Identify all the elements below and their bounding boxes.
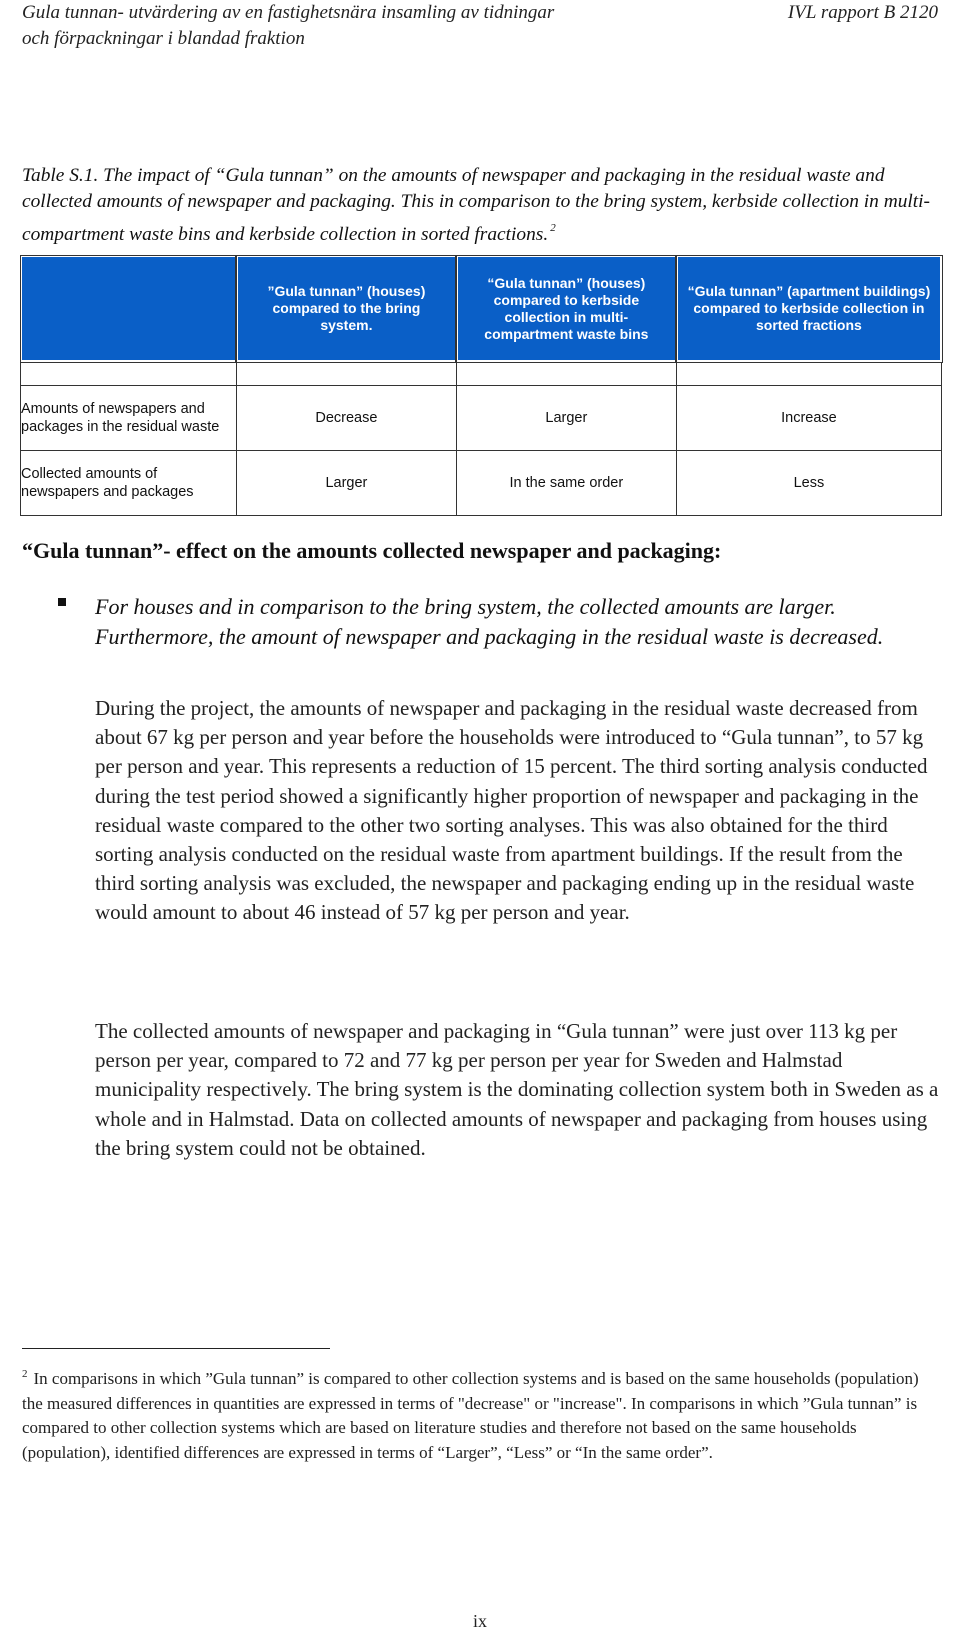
table-cell: Larger	[236, 451, 456, 516]
body-paragraph-1: During the project, the amounts of newspaper and packaging in the residual waste decreased from about 67 kg per person and year before the households were introduced to “Gula tunnan”, to 57 kg per person and year. This represents a reduction of 15 percent. The third sorting analysis conducted during the test period showed a significantly higher proportion of newspaper and packaging in the residual waste compared to the other two sorting analyses. This was also obtained for the third sorting analysis conducted on the residual waste from apartment buildings. If the result from the third sorting analysis was excluded, the newspaper and packaging ending up in the residual waste would amount to about 46 instead of 57 kg per person and year.	[95, 696, 928, 925]
table-cell: Decrease	[236, 386, 456, 451]
running-title-line1: Gula tunnan- utvärdering av en fastighetsnära insamling av tidningar	[22, 2, 555, 23]
footnote-number: 2	[22, 1368, 28, 1380]
table-header-empty	[21, 256, 237, 362]
spacer-cell	[676, 362, 941, 386]
spacer-cell	[236, 362, 456, 386]
bullet-text: For houses and in comparison to the bring system, the collected amounts are larger. Furthermore, the amount of newspaper and packaging in the residual waste is decreased.	[95, 594, 884, 649]
running-title	[22, 0, 554, 52]
footnote	[22, 1362, 937, 1465]
table-header-multi-compartment: “Gula tunnan” (houses) compared to kerbside collection in multi-compartment waste bins	[456, 256, 676, 362]
table-header-bring-system: ”Gula tunnan” (houses) compared to the bring system.	[236, 256, 456, 362]
table-spacer-row	[21, 362, 942, 386]
table-caption-text: Table S.1. The impact of “Gula tunnan” on the amounts of newspaper and packaging in the residual waste and collected amounts of newspaper and packaging. This in comparison to the bring system, kerbside collection in multi-compartment waste bins and kerbside collection in sorted fractions.	[22, 165, 931, 245]
footnote-reference: 2	[550, 222, 556, 234]
running-title-line2: och förpackningar i blandad fraktion	[22, 28, 305, 49]
page-number: ix	[472, 1611, 487, 1631]
footnote-divider	[22, 1348, 330, 1349]
table-cell: Less	[676, 451, 941, 516]
table-cell: In the same order	[456, 451, 676, 516]
table-caption	[22, 163, 942, 248]
body-paragraph-2: The collected amounts of newspaper and packaging in “Gula tunnan” were just over 113 kg per person per year, compared to 72 and 77 kg per person per year for Sweden and Halmstad municipality respectively. The bring system is the dominating collection system both in Sweden as a whole and in Halmstad. Data on collected amounts of newspaper and packaging from houses using the bring system could not be obtained.	[95, 1019, 939, 1160]
table-header-row	[21, 256, 942, 362]
row-label-text: Collected amounts of newspapers and packages	[21, 466, 194, 500]
row-label-collected-amounts	[21, 451, 237, 516]
table-row	[21, 451, 942, 516]
table-cell: Larger	[456, 386, 676, 451]
table-cell: Increase	[676, 386, 941, 451]
square-bullet-icon	[58, 598, 66, 606]
row-label-residual-waste	[21, 386, 237, 451]
row-label-text: Amounts of newspapers and packages in the residual waste	[21, 401, 220, 435]
page-header	[22, 0, 938, 60]
results-table	[19, 254, 943, 516]
footnote-text: In comparisons in which ”Gula tunnan” is compared to other collection systems and is based on the same households (population) the measured differences in quantities are expressed in terms of "decrease" or "increase". In comparisons in which ”Gula tunnan” is compared to other collection systems which are based on literature studies and therefore not based on the same households (population), identified differences are expressed in terms of “Larger”, “Less” or “In the same order”.	[22, 1369, 919, 1462]
report-number: IVL rapport B 2120	[787, 2, 938, 23]
table-header-sorted-fractions: “Gula tunnan” (apartment buildings) compared to kerbside collection in sorted fractions	[676, 256, 941, 362]
key-finding-bullet	[58, 592, 928, 651]
spacer-cell	[21, 362, 237, 386]
spacer-cell	[456, 362, 676, 386]
table-row	[21, 386, 942, 451]
section-heading: “Gula tunnan”- effect on the amounts collected newspaper and packaging:	[22, 538, 722, 563]
